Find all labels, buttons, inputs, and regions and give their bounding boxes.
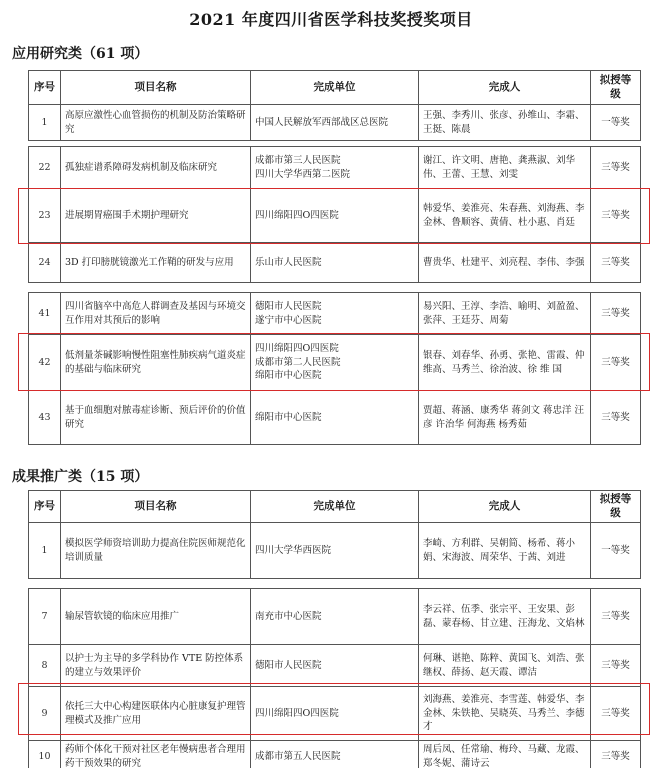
row-project: 进展期胃癌围手术期护理研究 [61,189,251,243]
table-row [29,645,641,687]
row-unit [251,147,419,189]
row-level: 三等奖 [591,589,641,645]
table-row [29,243,641,283]
row-num: 1 [29,105,61,141]
row-num: 41 [29,293,61,335]
row-level: 三等奖 [591,391,641,445]
unit-line: 四川绵阳四O四医院 [255,707,339,719]
unit-line: 南充市中心医院 [255,610,322,622]
unit-line: 四川绵阳四O四医院 [255,209,339,221]
row-people: 易兴阳、王淳、李浩、喻明、刘盈盈、张萍、王廷芬、周菊 [419,293,591,335]
row-project: 模拟医学师资培训助力提高住院医师规范化培训质量 [61,523,251,579]
row-num: 9 [29,687,61,741]
unit-line: 成都市第五人民医院 [255,750,341,762]
row-level: 一等奖 [591,105,641,141]
section-title-promotion: 成果推广类（15 项） [12,469,149,485]
row-unit [251,293,419,335]
unit-line: 中国人民解放军西部战区总医院 [255,116,389,128]
row-unit [251,589,419,645]
applied-research-table-block [28,146,641,283]
header-project: 项目名称 [61,491,251,523]
row-num: 10 [29,741,61,768]
header-project: 项目名称 [61,71,251,105]
row-level: 三等奖 [591,147,641,189]
row-level: 三等奖 [591,335,641,391]
promotion-table-block [28,588,641,768]
row-project: 孤独症谱系障碍发病机制及临床研究 [61,147,251,189]
header-unit: 完成单位 [251,71,419,105]
row-level: 三等奖 [591,687,641,741]
row-num: 1 [29,523,61,579]
row-project: 低剂量茶碱影响慢性阻塞性肺疾病气道炎症的基础与临床研究 [61,335,251,391]
unit-line: 德阳市人民医院 [255,659,322,671]
row-project: 四川省脑卒中高危人群调查及基因与环境交互作用对其预后的影响 [61,293,251,335]
row-project: 输尿管软镜的临床应用推广 [61,589,251,645]
row-num: 24 [29,243,61,283]
table-row [29,335,641,391]
table-row [29,741,641,768]
row-project: 药师个体化干预对社区老年慢病患者合理用药干预效果的研究 [61,741,251,768]
row-level: 三等奖 [591,741,641,768]
unit-line: 四川大学华西医院 [255,544,332,556]
table-row [29,105,641,141]
row-people: 曹贵华、杜建平、刘亮程、李伟、李强 [419,243,591,283]
header-people: 完成人 [419,491,591,523]
unit-line: 绵阳市中心医院 [255,370,322,382]
row-people: 李崎、方利群、吴朝简、杨希、蒋小娟、宋海波、周荣华、于茜、刘进 [419,523,591,579]
row-level: 三等奖 [591,243,641,283]
row-unit [251,645,419,687]
section-title-applied-research: 应用研究类（61 项） [12,46,149,62]
row-level: 三等奖 [591,293,641,335]
row-people: 王强、李秀川、张彦、孙维山、李霜、王挺、陈晨 [419,105,591,141]
row-project: 3D 打印膀胱镜激光工作鞘的研发与应用 [61,243,251,283]
row-project: 依托三大中心构建医联体内心脏康复护理管理模式及推广应用 [61,687,251,741]
header-level: 拟授等级 [591,71,641,105]
row-unit [251,391,419,445]
header-num: 序号 [29,491,61,523]
unit-line: 四川大学华西第二医院 [255,168,351,180]
row-unit [251,523,419,579]
unit-line: 四川绵阳四O四医院 [255,342,339,354]
row-people: 贾超、蒋涵、康秀华 蒋剑文 蒋忠洋 汪彦 许治华 何海燕 杨秀茹 [419,391,591,445]
row-level: 一等奖 [591,523,641,579]
row-num: 43 [29,391,61,445]
row-project: 基于血细胞对脓毒症诊断、预后评价的价值研究 [61,391,251,445]
row-people: 刘海燕、姜淮亮、李雪莲、韩爱华、李金林、朱铁艳、吴晓英、马秀兰、李德才 [419,687,591,741]
row-people: 谢江、许文明、唐艳、龚燕淑、刘华伟、王蕾、王慧、刘雯 [419,147,591,189]
header-num: 序号 [29,71,61,105]
table-row [29,293,641,335]
row-unit [251,741,419,768]
row-people: 韩爱华、姜淮亮、朱春燕、刘海燕、李金林、鲁顺容、黄倩、杜小惠、肖廷 [419,189,591,243]
row-level: 三等奖 [591,189,641,243]
row-people: 李云祥、伍季、张宗平、王安果、彭磊、蒙春杨、甘立建、汪海龙、文焰林 [419,589,591,645]
row-num: 8 [29,645,61,687]
row-num: 42 [29,335,61,391]
promotion-table-head [28,490,641,579]
row-num: 7 [29,589,61,645]
header-unit: 完成单位 [251,491,419,523]
unit-line: 遂宁市中心医院 [255,314,322,326]
table-row [29,147,641,189]
unit-line: 乐山市人民医院 [255,256,322,268]
header-people: 完成人 [419,71,591,105]
row-unit [251,105,419,141]
unit-line: 德阳市人民医院 [255,300,322,312]
header-level: 拟授等级 [591,491,641,523]
table-row [29,391,641,445]
row-people: 周后凤、任常瑜、梅玲、马藏、龙霞、郑冬妮、蒲诗云 [419,741,591,768]
row-unit [251,189,419,243]
row-unit [251,243,419,283]
row-num: 22 [29,147,61,189]
unit-line: 成都市第二人民医院 [255,356,341,368]
document-title: 2021 年度四川省医学科技奖授奖项目 [189,10,473,29]
row-project: 高原应激性心血管损伤的机制及防治策略研究 [61,105,251,141]
row-project: 以护士为主导的多学科协作 VTE 防控体系的建立与效果评价 [61,645,251,687]
row-people: 银春、刘春华、孙勇、张艳、雷霞、仲维高、马秀兰、徐治波、徐 维 国 [419,335,591,391]
unit-line: 成都市第三人民医院 [255,154,341,166]
row-unit [251,335,419,391]
row-unit [251,687,419,741]
table-row [29,189,641,243]
table-row [29,687,641,741]
unit-line: 绵阳市中心医院 [255,411,322,423]
row-level: 三等奖 [591,645,641,687]
table-row [29,589,641,645]
row-people: 何琳、谌艳、陈粹、黄国飞、刘浩、张继权、薛扬、赵天霞、谭洁 [419,645,591,687]
applied-research-table-block [28,292,641,445]
row-num: 23 [29,189,61,243]
table-row [29,523,641,579]
applied-research-table-head [28,70,641,141]
